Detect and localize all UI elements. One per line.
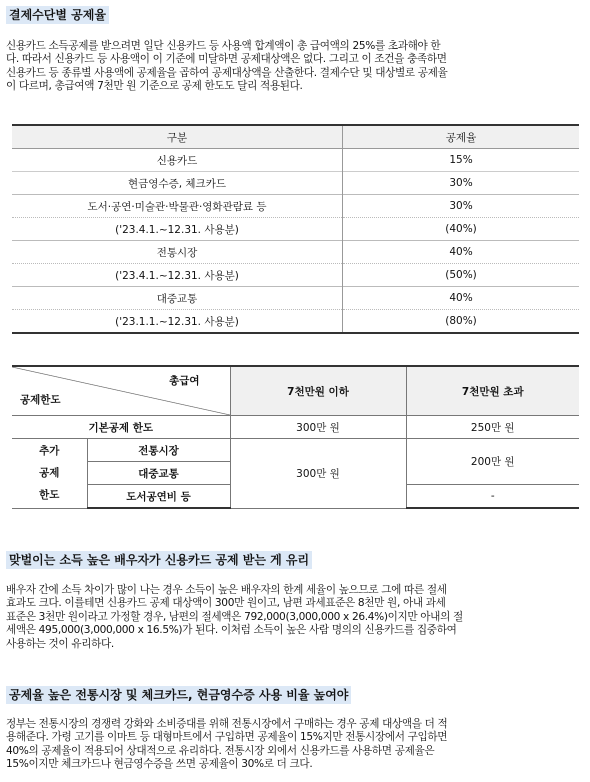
row-sub-rate: (50%) — [343, 264, 580, 287]
section-paragraph-1 — [6, 40, 584, 94]
row-sub-item: ('23.1.1.~12.31. 사용분) — [12, 310, 343, 334]
section-heading-payment-rates: 결제수단별 공제율 — [6, 6, 109, 24]
basic-limit-over: 250만 원 — [406, 416, 579, 439]
extra-item-traditional-market: 전통시장 — [87, 439, 230, 462]
extra-limit-label — [12, 439, 87, 509]
table-row — [12, 195, 579, 218]
extra-label-line: 공제 — [39, 467, 60, 480]
paragraph-line: 40%의 공제율이 적용되어 상대적으로 유리하다. 전통시장 외에서 신용카드를 사용하면 공제율은 — [6, 744, 435, 757]
extra-label-line: 한도 — [39, 489, 60, 502]
row-rate: 15% — [343, 149, 580, 172]
row-rate: 40% — [343, 287, 580, 310]
row-item: 전통시장 — [12, 241, 343, 264]
section-paragraph-3 — [6, 718, 584, 772]
table-row — [12, 241, 579, 264]
extra-limit-over: 200만 원 — [406, 439, 579, 485]
column-header-over-70m: 7천만원 초과 — [406, 366, 579, 416]
table-row — [12, 287, 579, 310]
paragraph-line: 배우자 간에 소득 차이가 많이 나는 경우 소득이 높은 배우자의 한계 세율이 높으므로 그에 따른 절세 — [6, 584, 447, 596]
row-sub-rate: (40%) — [343, 218, 580, 241]
paragraph-line: 세액은 495,000(3,000,000 x 16.5%)가 된다. 이처럼 소득이 높은 사람 명의의 신용카드를 집중하여 — [6, 624, 457, 637]
table-row — [12, 149, 579, 172]
extra-limit-over-books: - — [406, 485, 579, 509]
section-heading-dual-income: 맞벌이는 소득 높은 배우자가 신용카드 공제 받는 게 유리 — [6, 551, 312, 569]
row-sub-item: ('23.4.1.~12.31. 사용분) — [12, 218, 343, 241]
extra-limit-under: 300만 원 — [230, 439, 406, 509]
row-rate: 30% — [343, 172, 580, 195]
extra-label-line: 추가 — [39, 445, 60, 458]
section-heading-market-checkcard: 공제율 높은 전통시장 및 체크카드, 현금영수증 사용 비율 높여야 — [6, 686, 351, 704]
table-row — [12, 172, 579, 195]
row-item: 도서·공연·미술관·박물관·영화관람료 등 — [12, 195, 343, 218]
basic-limit-under: 300만 원 — [230, 416, 406, 439]
paragraph-line: 사용하는 것이 유리하다. — [6, 637, 114, 650]
column-header-under-70m: 7천만원 이하 — [230, 366, 406, 416]
table-row-sub — [12, 264, 579, 287]
paragraph-line: 표준은 3천만 원이라고 가정할 경우, 남편의 절세액은 792,000(3,000,000 x 26.4%)이지만 아내의 절 — [6, 610, 463, 623]
paragraph-line: 신용카드 소득공제를 받으려면 일단 신용카드 등 사용액 합계액이 총 급여액의 25%를 초과해야 한 — [6, 40, 441, 52]
column-header-category: 구분 — [12, 125, 343, 149]
table-row-sub — [12, 310, 579, 334]
extra-item-books-performances: 도서공연비 등 — [87, 485, 230, 509]
section-paragraph-2 — [6, 584, 584, 651]
paragraph-line: 다. 따라서 신용카드 등 사용액이 이 기준에 미달하면 공제대상액은 없다. 그리고 이 조건을 충족하면 — [6, 53, 447, 66]
row-item: 신용카드 — [12, 149, 343, 172]
basic-limit-label: 기본공제 한도 — [12, 416, 230, 439]
table-row — [12, 439, 579, 462]
table-header-row — [12, 125, 579, 149]
row-item: 대중교통 — [12, 287, 343, 310]
corner-label-salary: 총급여 — [169, 375, 200, 387]
row-rate: 30% — [343, 195, 580, 218]
table-row-sub — [12, 218, 579, 241]
row-sub-rate: (80%) — [343, 310, 580, 334]
paragraph-line: 신용카드 등 종류별 사용액에 공제율을 곱하여 공제대상액을 산출한다. 결제수단 및 대상별로 공제율 — [6, 66, 448, 79]
table-row-basic — [12, 416, 579, 439]
extra-item-public-transport: 대중교통 — [87, 462, 230, 485]
paragraph-line: 용해준다. 가령 고기를 이마트 등 대형마트에서 구입하면 공제율이 15%지만 전통시장에서 구입하면 — [6, 731, 448, 744]
deduction-limit-table — [12, 365, 579, 509]
paragraph-line: 15%이지만 체크카드나 현금영수증을 쓰면 공제율이 30%로 더 크다. — [6, 758, 313, 771]
corner-label-limit: 공제한도 — [20, 394, 61, 406]
column-header-rate: 공제율 — [343, 125, 580, 149]
paragraph-line: 정부는 전통시장의 경쟁력 강화와 소비증대를 위해 전통시장에서 구매하는 경우 공제 대상액을 더 적 — [6, 718, 448, 730]
row-item: 현금영수증, 체크카드 — [12, 172, 343, 195]
diagonal-header-cell — [12, 366, 230, 416]
paragraph-line: 이 다르며, 총급여액 7천만 원 기준으로 공제 한도도 달리 적용된다. — [6, 80, 303, 93]
row-rate: 40% — [343, 241, 580, 264]
paragraph-line: 효과도 크다. 이를테면 신용카드 공제 대상액이 300만 원이고, 남편 과세표준은 8천만 원, 아내 과세 — [6, 597, 446, 610]
deduction-rate-table — [12, 124, 579, 334]
row-sub-item: ('23.4.1.~12.31. 사용분) — [12, 264, 343, 287]
table-header-row — [12, 366, 579, 416]
